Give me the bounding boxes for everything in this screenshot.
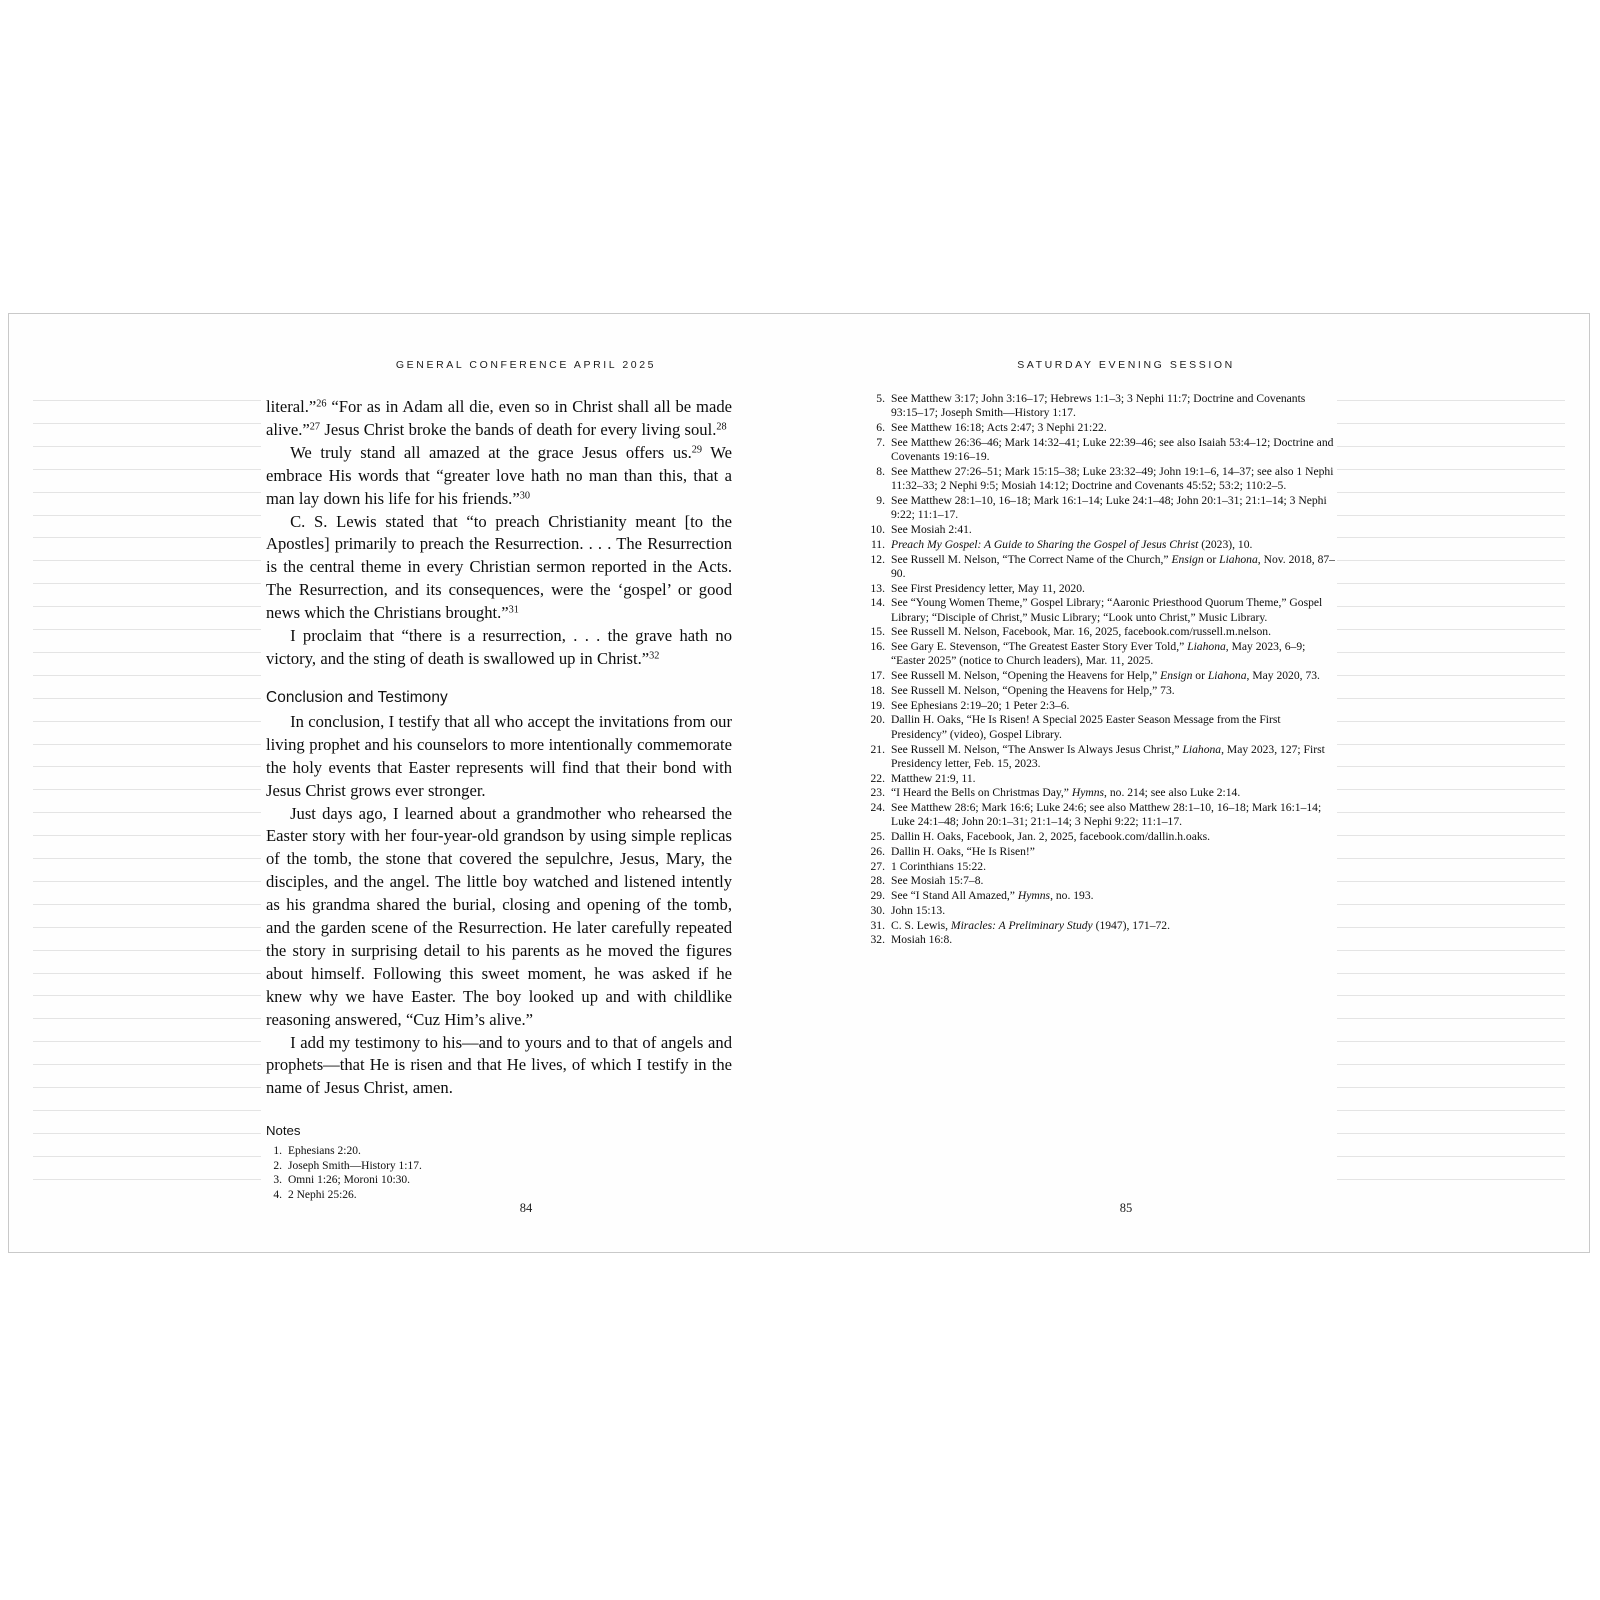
endnote-item [266, 1144, 732, 1158]
body-paragraph: C. S. Lewis stated that “to preach Christianity meant [to the Apostles] primarily to preach the Resurrection. . . . The Resurrection is the central theme in every Christian sermon reported in the Acts. The Resurrection, and its consequences, were the ‘gospel’ or good news which the Christians brought.”$^{31}$ [266, 511, 732, 623]
endnote-number: 19. [870, 698, 885, 712]
endnote-number: 5. [876, 392, 885, 405]
rule-line [33, 973, 261, 974]
rule-line [33, 744, 261, 745]
endnote-text: See Russell M. Nelson, “Opening the Heavens for Help,” 73. [891, 683, 1175, 697]
recto-page [861, 314, 1391, 1252]
endnote-item [865, 494, 1337, 523]
endnote-text: See Russell M. Nelson, “The Correct Name of the Church,” Ensign or Liahona, Nov. 2018, 87–90. [891, 552, 1335, 580]
endnote-number: 26. [870, 844, 885, 858]
endnote-text: 1 Corinthians 15:22. [891, 859, 987, 873]
endnote-text: Preach My Gospel: A Guide to Sharing the Gospel of Jesus Christ (2023), 10. [891, 537, 1253, 551]
endnote-item [865, 436, 1337, 465]
rule-line [33, 1133, 261, 1134]
endnote-item [865, 772, 1337, 786]
rule-line [33, 995, 261, 996]
rule-line [33, 515, 261, 516]
rule-line [33, 1018, 261, 1019]
endnote-number: 29. [870, 889, 885, 903]
endnote-item [865, 421, 1337, 435]
endnote-text: See Matthew 28:6; Mark 16:6; Luke 24:6; see also Matthew 28:1–10, 16–18; Mark 16:1–14; Luke 24:1–48; John 20:1–31; 21:1–14; 3 Nephi 9:22; 11:1–17. [891, 801, 1322, 829]
rule-line [33, 858, 261, 859]
endnote-number: 8. [876, 464, 885, 478]
endnote-item [865, 830, 1337, 844]
body-paragraph: literal.”$^{26}$ “For as in Adam all die, even so in Christ shall all be made alive.”$^{27}$ Jesus Christ broke the bands of death for every living soul.$^{28}$ [266, 397, 732, 439]
rule-line [33, 469, 261, 470]
endnote-number: 31. [870, 918, 885, 932]
rule-line [33, 950, 261, 951]
endnote-list-recto [865, 392, 1337, 948]
rule-line [33, 400, 261, 401]
endnote-text: See Russell M. Nelson, “Opening the Heavens for Help,” Ensign or Liahona, May 2020, 73. [891, 669, 1320, 683]
endnote-number: 7. [876, 435, 885, 449]
endnote-number: 32. [870, 933, 885, 947]
endnote-item [266, 1173, 732, 1187]
running-head-recto: SATURDAY EVENING SESSION [1017, 359, 1235, 371]
rule-line [33, 629, 261, 630]
endnote-number: 12. [870, 552, 885, 566]
endnote-text: See “I Stand All Amazed,” Hymns, no. 193. [891, 889, 1094, 903]
rule-line [33, 1041, 261, 1042]
endnote-number: 18. [870, 683, 885, 697]
endnote-item [865, 465, 1337, 494]
endnote-number: 2. [273, 1159, 282, 1172]
endnote-text: Joseph Smith—History 1:17. [288, 1159, 422, 1172]
endnote-number: 11. [870, 537, 885, 551]
rule-line [33, 652, 261, 653]
endnote-item [865, 669, 1337, 683]
rule-line [33, 446, 261, 447]
endnote-number: 13. [870, 581, 885, 595]
rule-line [33, 881, 261, 882]
rule-line [33, 1064, 261, 1065]
endnote-item [865, 684, 1337, 698]
endnote-text: Dallin H. Oaks, Facebook, Jan. 2, 2025, facebook.com/dallin.h.oaks. [891, 830, 1211, 844]
running-head-verso: GENERAL CONFERENCE APRIL 2025 [395, 359, 657, 371]
rule-line [33, 904, 261, 905]
endnote-item [865, 801, 1337, 830]
endnote-item [865, 625, 1337, 639]
rule-line [33, 675, 261, 676]
endnote-number: 16. [870, 640, 885, 654]
body-paragraph: We truly stand all amazed at the grace Jesus offers us.$^{29}$ We embrace His words that “greater love hath no man than this, that a man lay down his life for his friends.”$^{30}$ [266, 442, 732, 508]
endnote-text: See Mosiah 15:7–8. [891, 874, 984, 888]
endnote-number: 22. [870, 771, 885, 785]
endnote-item [865, 933, 1337, 947]
endnote-text: See Matthew 27:26–51; Mark 15:15–38; Luke 23:32–49; John 19:1–6, 14–37; see also 1 Nephi 11:32–33; 2 Nephi 9:5; Mosiah 14:12; Doctrine and Covenants 45:52; 53:2; 110:2–5. [891, 464, 1334, 493]
verso-body-column [266, 396, 732, 1203]
body-paragraph: Just days ago, I learned about a grandmother who rehearsed the Easter story with her four-year-old grandson by using simple replicas of the tomb, the stone that covered the sepulchre, Jesus, Mary, the disciples, and the angel. The little boy watched and listened intently as his grandma shared the burial, closing and opening of the tomb, and the garden scene of the Resurrection. He later carefully repeated the story in surprising detail to his parents as he moved the figures about himself. Following this sweet moment, he was asked if he knew why we have Easter. The boy looked up and with childlike reasoning answered, “Cuz Him’s alive.” [266, 803, 732, 1029]
endnote-item [865, 904, 1337, 918]
endnote-text: Matthew 21:9, 11. [891, 771, 976, 785]
endnote-list-verso [266, 1144, 732, 1202]
endnote-text: John 15:13. [891, 903, 946, 917]
endnote-text: Mosiah 16:8. [891, 933, 953, 947]
rule-line [33, 1110, 261, 1111]
rule-line [33, 835, 261, 836]
body-paragraph: I proclaim that “there is a resurrection, . . . the grave hath no victory, and the sting of death is swallowed up in Christ.”$^{32}$ [266, 626, 732, 668]
page-number-recto: 85 [1119, 1201, 1133, 1215]
endnote-text: Dallin H. Oaks, “He Is Risen!” [891, 844, 1035, 858]
rule-line [33, 766, 261, 767]
endnote-number: 28. [870, 874, 885, 888]
endnote-text: 2 Nephi 25:26. [288, 1189, 357, 1202]
notes-heading: Notes [266, 1123, 301, 1139]
endnote-number: 23. [870, 786, 885, 800]
endnote-item [865, 596, 1337, 625]
endnote-item [865, 889, 1337, 903]
endnote-item [865, 553, 1337, 582]
endnote-item [865, 874, 1337, 888]
endnote-text: See Ephesians 2:19–20; 1 Peter 2:3–6. [891, 698, 1070, 712]
ruled-lines-left-margin [33, 314, 261, 1252]
endnote-text: C. S. Lewis, Miracles: A Preliminary Study (1947), 171–72. [891, 918, 1170, 932]
rule-line [33, 812, 261, 813]
rule-line [33, 927, 261, 928]
endnote-item [865, 582, 1337, 596]
endnote-number: 25. [870, 830, 885, 844]
rule-line [33, 721, 261, 722]
rule-line [33, 583, 261, 584]
endnote-item [865, 919, 1337, 933]
endnote-number: 17. [870, 669, 885, 683]
endnote-item [865, 786, 1337, 800]
section-subheading: Conclusion and Testimony [266, 688, 448, 706]
endnote-text: See Mosiah 2:41. [891, 523, 972, 537]
rule-line [33, 423, 261, 424]
rule-line [33, 1179, 261, 1180]
endnote-number: 20. [870, 713, 885, 727]
endnote-text: See Russell M. Nelson, “The Answer Is Always Jesus Christ,” Liahona, May 2023, 127; First Presidency letter, Feb. 15, 2023. [891, 742, 1325, 770]
endnote-number: 14. [870, 596, 885, 610]
endnote-text: See Matthew 28:1–10, 16–18; Mark 16:1–14; Luke 24:1–48; John 20:1–31; 21:1–14; 3 Nephi 9:22; 11:1–17. [891, 493, 1327, 522]
endnote-item [865, 538, 1337, 552]
endnote-item [865, 845, 1337, 859]
endnote-number: 21. [870, 742, 885, 756]
rule-line [33, 789, 261, 790]
endnote-number: 3. [273, 1174, 282, 1187]
rule-line [33, 492, 261, 493]
rule-line [33, 1087, 261, 1088]
endnote-text: “I Heard the Bells on Christmas Day,” Hymns, no. 214; see also Luke 2:14. [891, 786, 1241, 800]
book-spread [8, 313, 1590, 1253]
endnote-text: Dallin H. Oaks, “He Is Risen! A Special 2025 Easter Season Message from the First Presidency” (video), Gospel Library. [891, 713, 1281, 741]
body-paragraph: In conclusion, I testify that all who accept the invitations from our living prophet and his counselors to more intentionally commemorate the holy events that Easter represents will find that their bond with Jesus Christ grows ever stronger. [266, 711, 732, 800]
endnote-item [865, 640, 1337, 669]
endnote-item [865, 743, 1337, 772]
recto-notes-column [865, 392, 1337, 948]
endnote-item [865, 860, 1337, 874]
endnote-number: 24. [870, 801, 885, 815]
endnote-text: Ephesians 2:20. [288, 1145, 361, 1158]
endnote-number: 27. [870, 859, 885, 873]
endnote-text: See “Young Women Theme,” Gospel Library; “Aaronic Priesthood Quorum Theme,” Gospel Library; “Disciple of Christ,” Music Library; “Look unto Christ,” Music Library. [891, 596, 1323, 624]
rule-line [33, 537, 261, 538]
rule-line [33, 1156, 261, 1157]
endnote-number: 1. [273, 1145, 282, 1158]
endnote-number: 30. [870, 903, 885, 917]
endnote-item [266, 1159, 732, 1173]
endnote-number: 4. [273, 1189, 282, 1202]
endnote-text: See First Presidency letter, May 11, 2020. [891, 581, 1085, 595]
endnote-item [865, 713, 1337, 742]
endnote-text: See Matthew 3:17; John 3:16–17; Hebrews 1:1–3; 3 Nephi 11:7; Doctrine and Covenants 93:15–17; Joseph Smith—History 1:17. [891, 392, 1306, 420]
endnote-text: See Matthew 26:36–46; Mark 14:32–41; Luke 22:39–46; see also Isaiah 53:4–12; Doctrine and Covenants 19:16–19. [891, 435, 1334, 464]
endnote-number: 10. [870, 523, 885, 537]
rule-line [33, 560, 261, 561]
endnote-text: See Matthew 16:18; Acts 2:47; 3 Nephi 21:22. [891, 421, 1107, 435]
endnote-number: 9. [876, 493, 885, 507]
endnote-item [865, 523, 1337, 537]
endnote-item [865, 699, 1337, 713]
page-number-verso: 84 [519, 1201, 533, 1215]
body-paragraph: I add my testimony to his—and to yours and to that of angels and prophets—that He is risen and that He lives, of which I testify in the name of Jesus Christ, amen. [266, 1032, 732, 1098]
verso-page [261, 314, 791, 1252]
endnote-text: See Russell M. Nelson, Facebook, Mar. 16, 2025, facebook.com/russell.m.nelson. [891, 625, 1271, 639]
endnote-text: See Gary E. Stevenson, “The Greatest Easter Story Ever Told,” Liahona, May 2023, 6–9; “Easter 2025” (notice to Church leaders), Mar. 11, 2025. [891, 640, 1306, 668]
rule-line [33, 606, 261, 607]
endnote-number: 6. [876, 421, 885, 435]
rule-line [33, 698, 261, 699]
endnote-item [865, 392, 1337, 421]
endnote-number: 15. [870, 625, 885, 639]
endnote-text: Omni 1:26; Moroni 10:30. [288, 1174, 411, 1187]
